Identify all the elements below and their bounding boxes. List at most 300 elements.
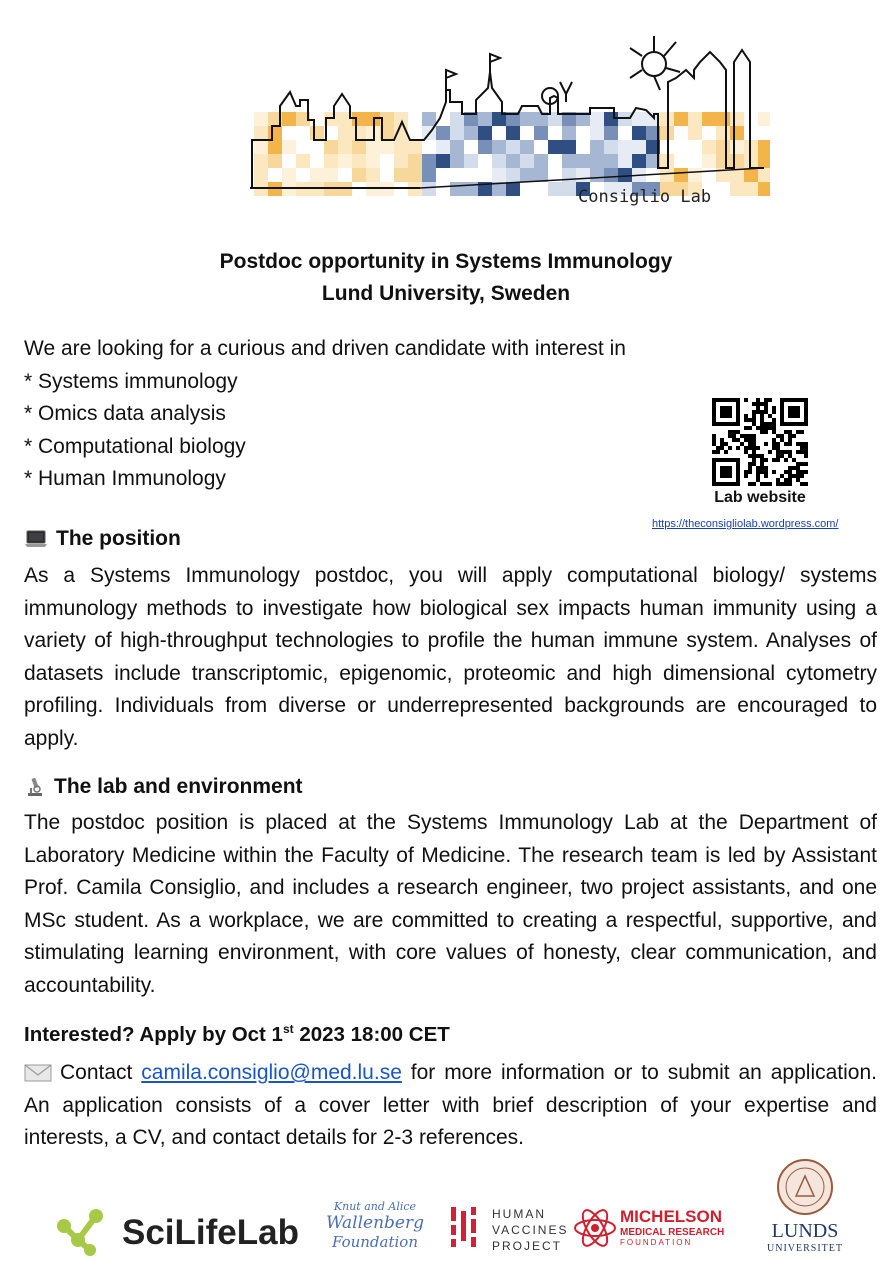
qr-module [800, 442, 804, 446]
banner-tile [366, 140, 380, 154]
banner-tile [632, 126, 646, 140]
banner-tile [534, 126, 548, 140]
banner-tile [730, 126, 744, 140]
banner-tile [296, 154, 310, 168]
qr-module [752, 454, 756, 458]
qr-module [752, 458, 756, 462]
qr-module [764, 410, 768, 414]
qr-module [748, 462, 752, 466]
banner-tile [450, 126, 464, 140]
qr-module [796, 478, 800, 482]
qr-module [732, 434, 736, 438]
qr-module [800, 482, 804, 486]
lund-seal-icon [776, 1158, 834, 1216]
banner-tile [632, 140, 646, 154]
qr-module [800, 462, 804, 466]
banner-tile [282, 140, 296, 154]
qr-module [796, 430, 800, 434]
contact-email-link[interactable]: camila.consiglio@med.lu.se [141, 1061, 402, 1084]
qr-module [796, 470, 800, 474]
qr-module [804, 470, 808, 474]
qr-module [748, 434, 752, 438]
qr-module [724, 450, 728, 454]
banner-tile [716, 112, 730, 126]
qr-module [764, 430, 768, 434]
qr-module [800, 450, 804, 454]
banner-tile [758, 154, 770, 168]
banner-tile [548, 182, 562, 196]
banner-tile [590, 168, 604, 182]
qr-module [736, 446, 740, 450]
qr-module [720, 406, 732, 418]
banner-tile [618, 140, 632, 154]
qr-module [748, 446, 752, 450]
michelson-logo: MICHELSON MEDICAL RESEARCH FOUNDATION [572, 1205, 737, 1255]
wallenberg-logo: Knut and Alice Wallenberg Foundation [326, 1200, 424, 1251]
banner-tile [422, 168, 436, 182]
qr-code-icon[interactable] [712, 398, 808, 486]
qr-module [712, 398, 740, 402]
qr-module [752, 414, 756, 418]
qr-module [788, 470, 792, 474]
qr-module [792, 434, 796, 438]
banner-tile [254, 154, 268, 168]
human-vaccines-project-logo: HUMAN VACCINES PROJECT [448, 1205, 578, 1255]
qr-module [788, 482, 792, 486]
banner-tile [730, 154, 744, 168]
banner-tile [758, 112, 770, 126]
intro-section [24, 333, 626, 496]
qr-module [764, 426, 768, 430]
qr-module [756, 410, 760, 414]
qr-module [764, 482, 768, 486]
laptop-icon [24, 529, 48, 549]
qr-module [716, 446, 720, 450]
banner-tile [352, 126, 366, 140]
qr-module [752, 418, 756, 422]
banner-tile [506, 154, 520, 168]
qr-module [800, 430, 804, 434]
position-body: As a Systems Immunology postdoc, you will apply computational biology/ systems immunology methods to investigate how biological sex impacts human immunity using a variety of high-throughput technologies to profile the human immune system. Analyses of datasets include transcriptomic, epigenomic, proteomic and high dimensional cytometry profiling. Individuals from diverse or underrepresented backgrounds are encouraged to apply. [24, 564, 877, 750]
qr-module [776, 446, 780, 450]
banner-tile [324, 168, 338, 182]
qr-module [748, 466, 752, 470]
qr-module [760, 458, 764, 462]
qr-module [744, 470, 748, 474]
qr-module [720, 466, 732, 478]
banner-tile [450, 154, 464, 168]
banner-tile [492, 168, 506, 182]
banner-tile [338, 140, 352, 154]
apply-heading: Interested? Apply by Oct 1st 2023 18:00 CET [24, 1022, 450, 1046]
scilifelab-text: SciLifeLab [122, 1213, 299, 1252]
qr-module [768, 398, 772, 402]
interest-item: * Systems immunology [24, 369, 238, 393]
banner-tile [576, 154, 590, 168]
qr-module [800, 446, 804, 450]
qr-module [744, 398, 748, 402]
qr-module [784, 442, 788, 446]
banner-tile [590, 112, 604, 126]
qr-module [780, 474, 784, 478]
banner-tile [422, 112, 436, 126]
banner-tile [632, 112, 646, 126]
qr-module [728, 446, 732, 450]
banner-tile [520, 154, 534, 168]
qr-label: Lab website [714, 489, 806, 506]
qr-module [720, 442, 724, 446]
qr-module [752, 434, 756, 438]
qr-module [712, 442, 716, 446]
scilifelab-logo [52, 1200, 314, 1264]
scilifelab-mark-icon [52, 1200, 116, 1264]
qr-module [804, 442, 808, 446]
qr-module [760, 482, 764, 486]
banner-tile [450, 140, 464, 154]
qr-module [780, 450, 784, 454]
qr-module [748, 438, 752, 442]
banner-tile [324, 140, 338, 154]
page-title: Postdoc opportunity in Systems Immunology [219, 250, 673, 273]
qr-module [712, 438, 716, 442]
qr-module [752, 482, 756, 486]
banner-tile [352, 168, 366, 182]
qr-module [796, 466, 800, 470]
qr-module [788, 466, 792, 470]
interest-item: * Computational biology [24, 434, 246, 458]
qr-module [752, 438, 756, 442]
banner-tile [464, 126, 478, 140]
banner-tile [688, 168, 702, 182]
qr-module [760, 414, 764, 418]
banner-tile [268, 140, 282, 154]
lund-university-logo: LUNDS UNIVERSITET [760, 1158, 850, 1264]
microscope-icon [24, 776, 46, 798]
qr-module [796, 442, 800, 446]
qr-module [736, 458, 740, 486]
qr-module [728, 434, 732, 438]
banner-tile [702, 112, 716, 126]
qr-module [768, 414, 772, 418]
qr-module [760, 426, 764, 430]
qr-module [784, 470, 788, 474]
qr-module [752, 402, 756, 406]
banner-tile [702, 140, 716, 154]
banner-tile [268, 154, 282, 168]
qr-module [712, 458, 716, 486]
banner-tile [324, 154, 338, 168]
qr-module [768, 482, 772, 486]
lab-body: The postdoc position is placed at the Systems Immunology Lab at the Department of Laboratory Medicine within the Faculty of Medicine. The research team is led by Assistant Prof. Camila Consiglio, and includes a research engineer, two project assistants, and one MSc student. As a workplace, we are committed to creating a respectful, supportive, and stimulating learning environment, with core values of honesty, clear communication, and accountability. [24, 811, 877, 997]
qr-module [756, 402, 760, 406]
qr-module [752, 442, 756, 446]
banner-tile [310, 126, 324, 140]
qr-module [772, 430, 776, 434]
banner-tile [548, 140, 562, 154]
qr-module [712, 458, 740, 462]
hvp-bars-icon [448, 1205, 478, 1251]
qr-module [780, 438, 784, 442]
qr-module [748, 426, 752, 430]
qr-module [768, 422, 772, 426]
qr-module [768, 450, 772, 454]
qr-module [776, 478, 780, 482]
qr-module [788, 406, 800, 418]
banner-tile [478, 140, 492, 154]
banner-tile [534, 154, 548, 168]
qr-module [780, 422, 808, 426]
banner-tile [366, 154, 380, 168]
banner-tile [534, 168, 548, 182]
banner-tile [338, 154, 352, 168]
qr-module [764, 442, 768, 446]
qr-module [716, 450, 720, 454]
qr-module [756, 478, 760, 482]
banner-tile [464, 154, 478, 168]
banner-tile [730, 112, 744, 126]
banner-tile [716, 140, 730, 154]
qr-module [772, 422, 776, 426]
banner-tile [688, 112, 702, 126]
qr-module [764, 398, 768, 402]
banner-tile [338, 126, 352, 140]
qr-module [784, 478, 788, 482]
banner-tile [408, 168, 422, 182]
qr-module [804, 482, 808, 486]
qr-module [780, 398, 784, 426]
qr-module [788, 430, 792, 434]
qr-module [784, 450, 788, 454]
banner-tile [660, 168, 674, 182]
qr-module [792, 474, 796, 478]
lab-name: Consiglio Lab [578, 187, 712, 207]
qr-module [772, 426, 776, 430]
qr-module [760, 462, 764, 466]
banner-tile [436, 140, 450, 154]
banner-tile [352, 154, 366, 168]
atom-icon [572, 1205, 618, 1251]
qr-module [788, 442, 792, 446]
qr-module [760, 422, 764, 426]
consiglio-lab-banner [250, 22, 770, 214]
qr-module [748, 470, 752, 474]
banner-tile [590, 140, 604, 154]
banner-tile [380, 140, 394, 154]
qr-module [784, 430, 788, 434]
qr-module [764, 470, 768, 474]
qr-module [752, 422, 756, 426]
qr-module [764, 406, 768, 410]
qr-module [748, 418, 752, 422]
qr-module [756, 446, 760, 450]
banner-tile [506, 140, 520, 154]
apply-body: Contact camila.consiglio@med.lu.se for more information or to submit an application. An application consists of a cover letter with brief description of your expertise and interests, a CV, and contact details for 2-3 references. [24, 1061, 877, 1150]
qr-module [788, 478, 792, 482]
qr-module [780, 454, 784, 458]
lab-heading-text: The lab and environment [54, 775, 303, 798]
banner-tile [562, 154, 576, 168]
qr-module [776, 458, 780, 462]
banner-tile [744, 168, 758, 182]
qr-module [792, 458, 796, 462]
qr-module [756, 470, 760, 474]
qr-module [712, 434, 716, 438]
banner-tile [506, 168, 520, 182]
banner-tile [492, 154, 506, 168]
banner-tile [604, 140, 618, 154]
banner-tile [254, 168, 268, 182]
qr-module [736, 430, 740, 434]
qr-module [712, 398, 716, 426]
banner-tile [254, 112, 268, 126]
qr-module [720, 438, 724, 442]
banner-tile [408, 154, 422, 168]
qr-module [772, 410, 776, 414]
banner-tile [422, 182, 436, 196]
qr-module [748, 442, 752, 446]
qr-module [744, 418, 748, 422]
banner-tile [268, 126, 282, 140]
banner-tile [604, 154, 618, 168]
qr-module [788, 454, 792, 458]
qr-module [764, 466, 768, 470]
qr-module [776, 454, 780, 458]
qr-module [772, 470, 776, 474]
banner-tile [520, 112, 534, 126]
banner-tile [730, 140, 744, 154]
qr-module [732, 430, 736, 434]
banner-tile [618, 154, 632, 168]
banner-tile [632, 154, 646, 168]
banner-tile [478, 126, 492, 140]
qr-module [764, 474, 768, 478]
banner-tile [716, 154, 730, 168]
banner-tile [394, 140, 408, 154]
qr-module [736, 398, 740, 426]
qr-module [780, 398, 808, 402]
banner-tile [436, 126, 450, 140]
banner-tile [758, 140, 770, 154]
qr-module [804, 462, 808, 466]
banner-tile [282, 168, 296, 182]
qr-module [744, 434, 748, 438]
qr-module [748, 482, 752, 486]
banner-tile [282, 112, 296, 126]
lab-website-link[interactable]: https://theconsigliolab.wordpress.com/ [652, 518, 839, 530]
banner-tile [674, 168, 688, 182]
qr-module [712, 450, 716, 454]
qr-module [764, 422, 768, 426]
qr-module [784, 482, 788, 486]
banner-tile [604, 126, 618, 140]
qr-module [756, 466, 760, 470]
qr-module [776, 442, 780, 446]
page-subtitle: Lund University, Sweden [321, 282, 571, 305]
banner-tile [506, 182, 520, 196]
qr-module [776, 482, 780, 486]
banner-tile [674, 112, 688, 126]
qr-module [752, 462, 756, 466]
qr-module [728, 430, 732, 434]
banner-tile [702, 154, 716, 168]
banner-tile [758, 182, 770, 196]
qr-module [788, 450, 792, 454]
qr-module [804, 446, 808, 450]
banner-tile [716, 126, 730, 140]
qr-module [744, 446, 748, 450]
qr-module [804, 398, 808, 426]
position-heading-text: The position [56, 527, 181, 550]
qr-module [768, 426, 772, 430]
qr-module [772, 438, 776, 442]
banner-tile [478, 112, 492, 126]
banner-tile [254, 126, 268, 140]
banner-tile [352, 140, 366, 154]
qr-module [760, 454, 764, 458]
banner-tile [590, 154, 604, 168]
qr-module [744, 438, 748, 442]
qr-module [784, 458, 788, 462]
banner-tile [506, 126, 520, 140]
qr-module [764, 458, 768, 462]
banner-tile [520, 168, 534, 182]
qr-module [772, 458, 776, 462]
qr-module [796, 474, 800, 478]
banner-tile [394, 154, 408, 168]
qr-module [788, 474, 792, 478]
qr-module [720, 446, 724, 450]
qr-module [756, 406, 760, 410]
banner-tile [310, 168, 324, 182]
qr-module [756, 398, 760, 402]
qr-module [792, 466, 796, 470]
banner-tile [436, 154, 450, 168]
qr-module [796, 462, 800, 466]
qr-module [800, 470, 804, 474]
banner-tile [366, 168, 380, 182]
qr-module [736, 438, 740, 442]
qr-module [776, 450, 780, 454]
interest-item: * Omics data analysis [24, 402, 226, 425]
qr-module [760, 418, 764, 422]
qr-module [804, 454, 808, 458]
banner-tile [562, 140, 576, 154]
qr-module [744, 414, 748, 418]
qr-module [760, 470, 764, 474]
qr-module [772, 446, 776, 450]
qr-module [772, 406, 776, 410]
banner-tile [576, 168, 590, 182]
intro-lead: We are looking for a curious and driven candidate with interest in [24, 337, 626, 360]
qr-module [796, 450, 800, 454]
banner-tile [562, 182, 576, 196]
qr-module [772, 442, 776, 446]
qr-module [788, 438, 792, 442]
qr-module [756, 426, 760, 430]
qr-module [756, 474, 760, 478]
envelope-icon [24, 1064, 52, 1082]
qr-module [756, 454, 760, 458]
banner-tile [758, 168, 770, 182]
qr-module [760, 410, 764, 414]
qr-module [804, 450, 808, 454]
lab-heading [24, 772, 303, 802]
banner-tile [394, 168, 408, 182]
qr-module [712, 482, 740, 486]
banner-tile [688, 126, 702, 140]
qr-module [740, 442, 744, 446]
banner-tile [604, 168, 618, 182]
